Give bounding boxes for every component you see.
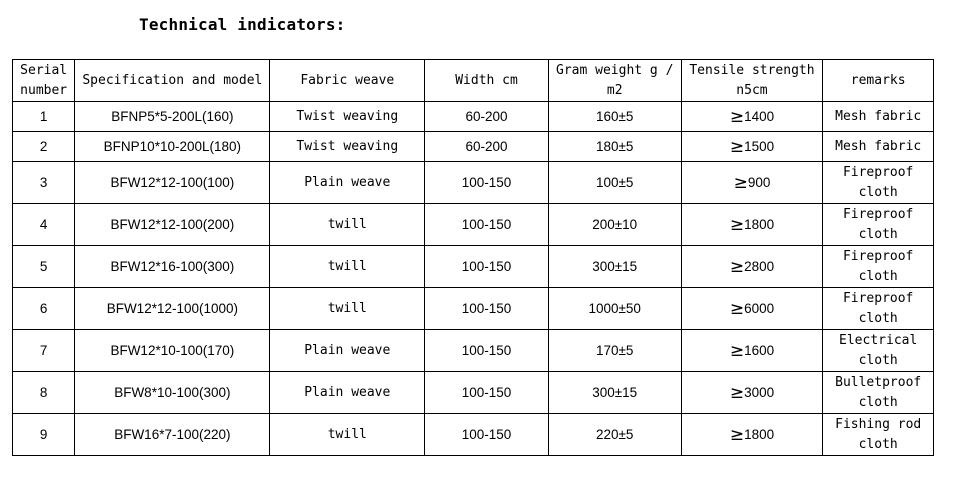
gte-sign: ≥	[729, 256, 745, 277]
tensile-value: 6000	[744, 300, 775, 316]
tensile-value: 1400	[744, 108, 775, 124]
gte-sign: ≥	[729, 340, 745, 361]
remarks-cell: Electrical cloth	[823, 330, 934, 372]
table-row	[13, 330, 934, 372]
remarks-cell: Mesh fabric	[823, 132, 934, 162]
header-remarks: remarks	[823, 60, 934, 102]
width-cell: 100-150	[425, 330, 549, 372]
serial-cell: 9	[13, 414, 75, 456]
spec-cell: BFW12*12-100(100)	[75, 162, 270, 204]
tensile-cell	[681, 132, 823, 162]
remarks-cell: Fishing rod cloth	[823, 414, 934, 456]
spec-cell: BFW12*12-100(1000)	[75, 288, 270, 330]
spec-cell: BFNP5*5-200L(160)	[75, 102, 270, 132]
gte-sign: ≥	[729, 106, 745, 127]
table-row	[13, 288, 934, 330]
width-cell: 60-200	[425, 132, 549, 162]
tensile-cell	[681, 288, 823, 330]
spec-cell: BFW12*12-100(200)	[75, 204, 270, 246]
weave-cell: twill	[270, 204, 425, 246]
gte-sign: ≥	[729, 136, 745, 157]
gram-cell: 1000±50	[548, 288, 681, 330]
gte-sign: ≥	[733, 172, 748, 193]
spec-cell: BFNP10*10-200L(180)	[75, 132, 270, 162]
tensile-value: 1600	[744, 342, 775, 358]
remarks-cell: Fireproof cloth	[823, 204, 934, 246]
width-cell: 100-150	[425, 372, 549, 414]
header-gram: Gram weight g / m2	[548, 60, 681, 102]
gram-cell: 100±5	[548, 162, 681, 204]
width-cell: 100-150	[425, 246, 549, 288]
tensile-cell	[681, 414, 823, 456]
table-row	[13, 132, 934, 162]
tensile-value: 900	[747, 174, 771, 190]
header-serial: Serial number	[13, 60, 75, 102]
width-cell: 100-150	[425, 414, 549, 456]
gram-cell: 180±5	[548, 132, 681, 162]
width-cell: 100-150	[425, 162, 549, 204]
tensile-value: 2800	[744, 258, 775, 274]
weave-cell: Plain weave	[270, 330, 425, 372]
header-width: Width cm	[425, 60, 549, 102]
tensile-cell	[681, 330, 823, 372]
technical-indicators-table	[12, 59, 934, 456]
tensile-value: 1800	[744, 216, 775, 232]
header-weave: Fabric weave	[270, 60, 425, 102]
remarks-cell: Fireproof cloth	[823, 246, 934, 288]
remarks-cell: Fireproof cloth	[823, 162, 934, 204]
gram-cell: 170±5	[548, 330, 681, 372]
weave-cell: twill	[270, 414, 425, 456]
weave-cell: Plain weave	[270, 162, 425, 204]
remarks-cell: Bulletproof cloth	[823, 372, 934, 414]
table-row	[13, 204, 934, 246]
table-row	[13, 414, 934, 456]
table-row	[13, 102, 934, 132]
tensile-value: 1800	[744, 426, 775, 442]
width-cell: 60-200	[425, 102, 549, 132]
spec-cell: BFW8*10-100(300)	[75, 372, 270, 414]
weave-cell: Plain weave	[270, 372, 425, 414]
weave-cell: Twist weaving	[270, 132, 425, 162]
weave-cell: twill	[270, 246, 425, 288]
remarks-cell: Mesh fabric	[823, 102, 934, 132]
serial-cell: 6	[13, 288, 75, 330]
serial-cell: 2	[13, 132, 75, 162]
gram-cell: 300±15	[548, 372, 681, 414]
table-row	[13, 246, 934, 288]
tensile-cell	[681, 246, 823, 288]
serial-cell: 4	[13, 204, 75, 246]
tensile-cell	[681, 102, 823, 132]
gram-cell: 200±10	[548, 204, 681, 246]
gram-cell: 300±15	[548, 246, 681, 288]
width-cell: 100-150	[425, 204, 549, 246]
tensile-cell	[681, 372, 823, 414]
tensile-value: 1500	[744, 138, 775, 154]
serial-cell: 8	[13, 372, 75, 414]
gte-sign: ≥	[729, 298, 745, 319]
spec-cell: BFW16*7-100(220)	[75, 414, 270, 456]
spec-cell: BFW12*16-100(300)	[75, 246, 270, 288]
tensile-cell	[681, 204, 823, 246]
table-row	[13, 162, 934, 204]
gte-sign: ≥	[729, 214, 745, 235]
header-spec: Specification and model	[75, 60, 270, 102]
tensile-value: 3000	[744, 384, 775, 400]
gte-sign: ≥	[729, 382, 745, 403]
table-row	[13, 372, 934, 414]
spec-cell: BFW12*10-100(170)	[75, 330, 270, 372]
width-cell: 100-150	[425, 288, 549, 330]
weave-cell: twill	[270, 288, 425, 330]
gram-cell: 220±5	[548, 414, 681, 456]
weave-cell: Twist weaving	[270, 102, 425, 132]
header-tensile: Tensile strength n5cm	[681, 60, 823, 102]
tensile-cell	[681, 162, 823, 204]
page-title: Technical indicators:	[139, 15, 346, 34]
table-header-row	[13, 60, 934, 102]
gte-sign: ≥	[729, 424, 745, 445]
serial-cell: 5	[13, 246, 75, 288]
serial-cell: 1	[13, 102, 75, 132]
remarks-cell: Fireproof cloth	[823, 288, 934, 330]
serial-cell: 3	[13, 162, 75, 204]
serial-cell: 7	[13, 330, 75, 372]
gram-cell: 160±5	[548, 102, 681, 132]
